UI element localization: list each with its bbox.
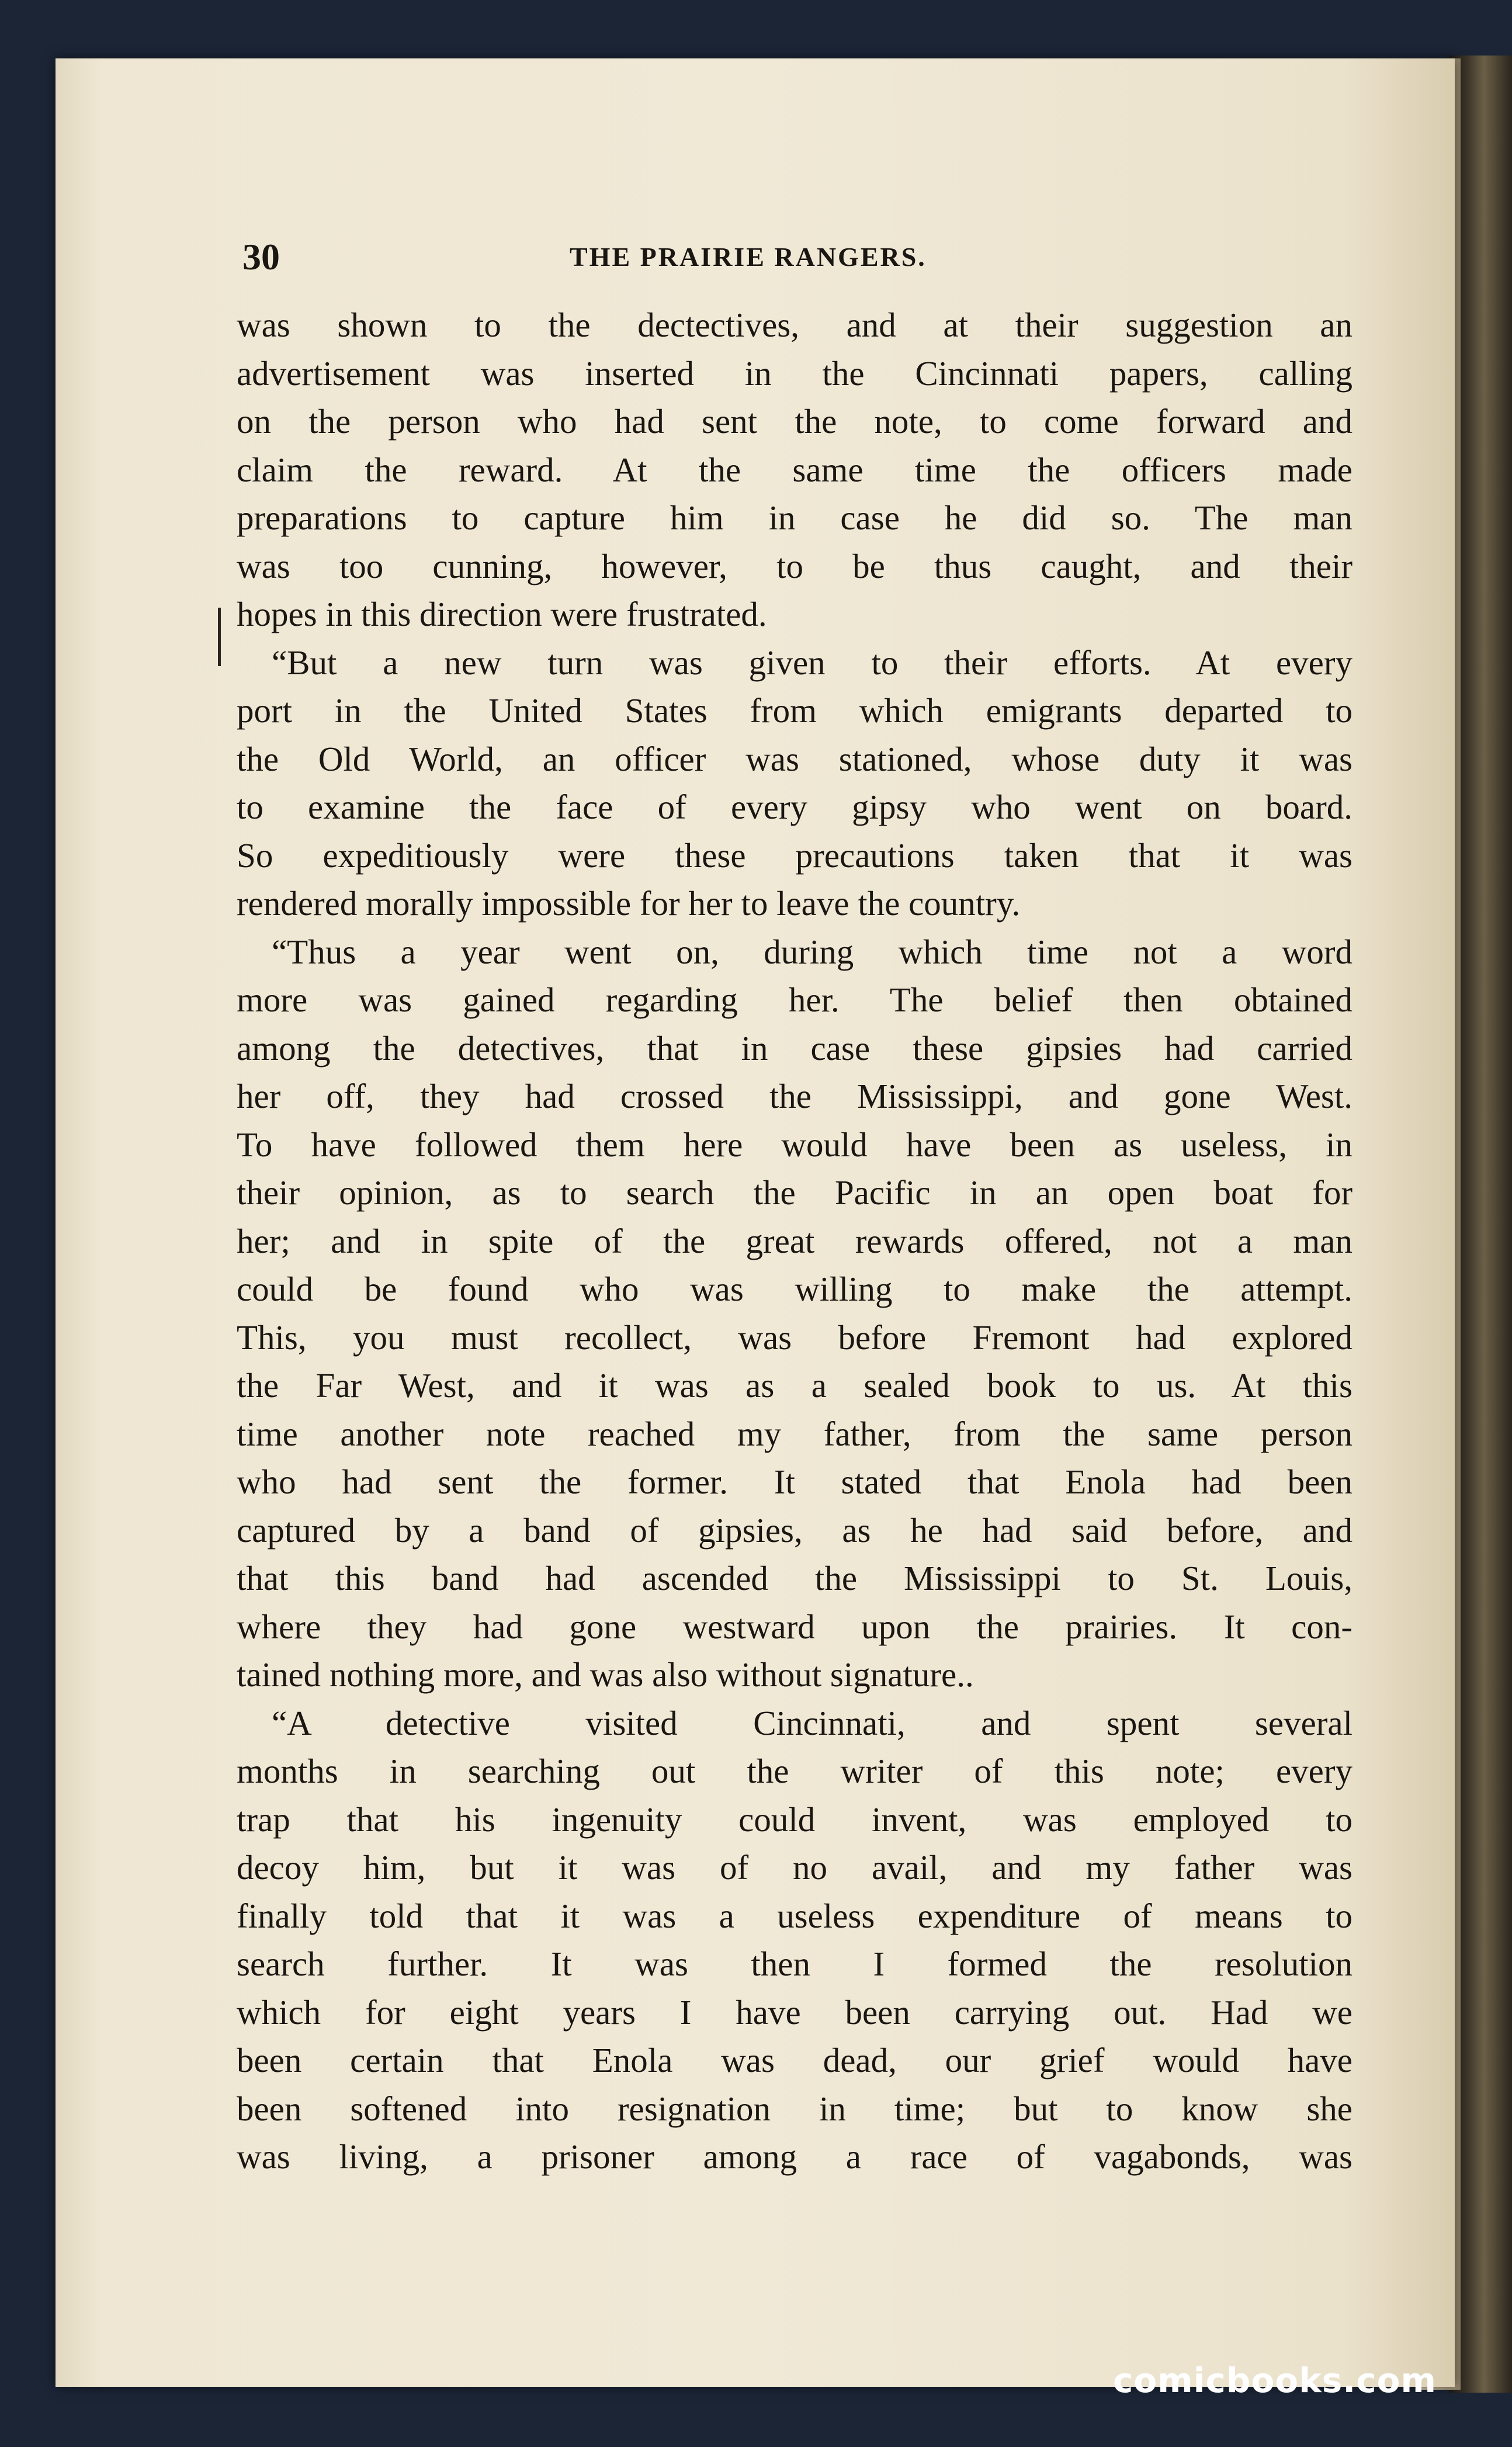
- text-line: that this band had ascended the Mississippi to St. Louis,: [237, 1559, 1353, 1597]
- text-line: was shown to the dectectives, and at their suggestion an: [237, 306, 1353, 344]
- text-line: finally told that it was a useless expenditure of means to: [237, 1896, 1353, 1935]
- text-line: to examine the face of every gipsy who went on board.: [237, 788, 1353, 826]
- text-line: been softened into resignation in time; but to know she: [237, 2089, 1353, 2128]
- text-line: among the detectives, that in case these gipsies had carried: [237, 1028, 1353, 1067]
- text-line: her off, they had crossed the Mississippi, and gone West.: [237, 1077, 1353, 1115]
- text-line: search further. It was then I formed the resolution: [237, 1945, 1353, 1983]
- text-line: So expeditiously were these precautions taken that it was: [237, 836, 1353, 875]
- text-line: port in the United States from which emigrants departed to: [237, 691, 1353, 730]
- text-line: preparations to capture him in case he did so. The man: [237, 498, 1353, 537]
- text-line: hopes in this direction were frustrated.: [237, 595, 767, 633]
- text-line: was too cunning, however, to be thus caught, and their: [237, 546, 1353, 585]
- text-line: her; and in spite of the great rewards offered, not a man: [237, 1221, 1353, 1260]
- text-line: months in searching out the writer of this note; every: [237, 1752, 1353, 1790]
- text-line: “A detective visited Cincinnati, and spent several: [272, 1703, 1353, 1742]
- text-line: advertisement was inserted in the Cincinnati papers, calling: [237, 353, 1353, 393]
- text-line: which for eight years I have been carrying out. Had we: [237, 1992, 1353, 2032]
- text-line: more was gained regarding her. The belief then obtained: [237, 980, 1353, 1019]
- text-line: To have followed them here would have been as useless, in: [237, 1125, 1353, 1164]
- page-header: [242, 231, 1353, 283]
- text-line: been certain that Enola was dead, our grief would have: [237, 2041, 1353, 2079]
- site-watermark: comicbooks.com: [1113, 2361, 1437, 2400]
- text-line: was living, a prisoner among a race of vagabonds, was: [237, 2137, 1353, 2176]
- text-line: who had sent the former. It stated that Enola had been: [237, 1462, 1353, 1501]
- body-text: [237, 301, 1353, 2181]
- text-line: rendered morally impossible for her to leave the country.: [237, 884, 1021, 923]
- text-line: where they had gone westward upon the prairies. It con-: [237, 1607, 1353, 1646]
- text-line: on the person who had sent the note, to come forward and: [237, 402, 1353, 441]
- text-line: trap that his ingenuity could invent, was employed to: [237, 1800, 1353, 1839]
- page-number: 30: [242, 236, 280, 278]
- text-line: time another note reached my father, from the same person: [237, 1414, 1353, 1453]
- text-line: the Old World, an officer was stationed, whose duty it was: [237, 739, 1353, 778]
- text-line: claim the reward. At the same time the officers made: [237, 450, 1353, 489]
- text-line: their opinion, as to search the Pacific in an open boat for: [237, 1173, 1353, 1212]
- text-line: captured by a band of gipsies, as he had said before, and: [237, 1510, 1353, 1550]
- text-line: tained nothing more, and was also without signature..: [237, 1655, 974, 1694]
- text-line: the Far West, and it was as a sealed book to us. At this: [237, 1366, 1353, 1405]
- text-line: “Thus a year went on, during which time not a word: [272, 932, 1353, 971]
- text-line: This, you must recollect, was before Fremont had explored: [237, 1318, 1353, 1357]
- text-line: could be found who was willing to make the attempt.: [237, 1270, 1353, 1308]
- margin-mark: [218, 608, 221, 666]
- text-line: “But a new turn was given to their efforts. At every: [272, 643, 1353, 682]
- text-line: decoy him, but it was of no avail, and my father was: [237, 1848, 1353, 1887]
- running-title: THE PRAIRIE RANGERS.: [570, 242, 927, 272]
